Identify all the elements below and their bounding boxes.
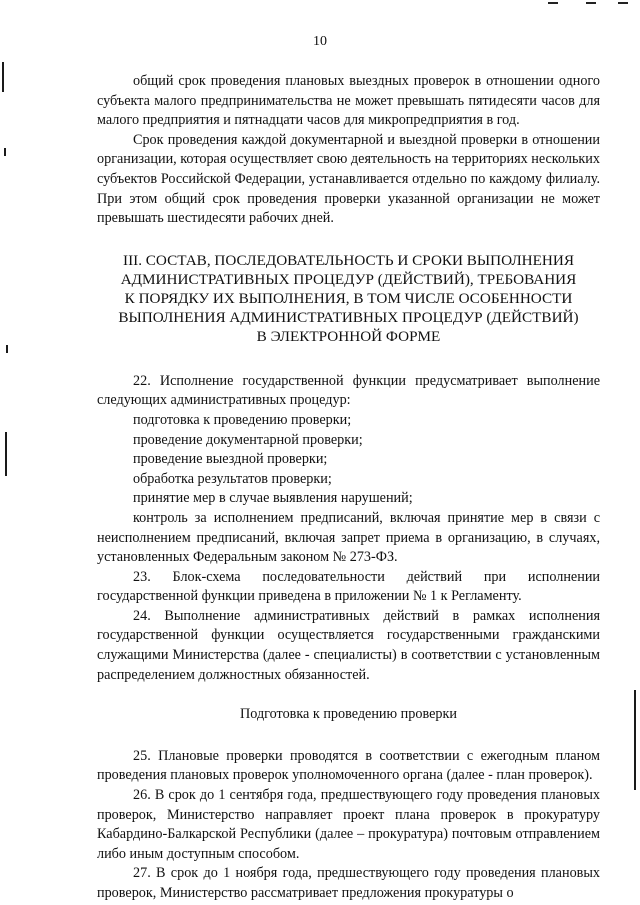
section-title-line: III. СОСТАВ, ПОСЛЕДОВАТЕЛЬНОСТЬ И СРОКИ ВЫПОЛНЕНИЯ [123,251,574,269]
scan-dash-top-3 [618,2,628,4]
section-title-line: ВЫПОЛНЕНИЯ АДМИНИСТРАТИВНЫХ ПРОЦЕДУР (ДЕЙСТВИЙ) [118,308,579,326]
procedure-item: проведение выездной проверки; [133,451,328,468]
scan-dash-top-1 [548,2,558,4]
section-title-line: К ПОРЯДКУ ИХ ВЫПОЛНЕНИЯ, В ТОМ ЧИСЛЕ ОСОБЕННОСТИ [124,289,573,307]
procedure-item: проведение документарной проверки; [133,431,363,448]
paragraph-branch-term: Срок проведения каждой документарной и выездной проверки в отношении организации, которая осуществляет свою деятельность на территориях нескольких субъектов Российской Федерации, устанавливается отдельно по каждому филиалу. При этом общий срок проведения проверки указанной организации не может превышать шестидесяти рабочих дней. [97,131,600,227]
procedure-item: подготовка к проведению проверки; [133,411,352,428]
paragraph-22: 22. Исполнение государственной функции предусматривает выполнение следующих административных процедур: [97,372,600,409]
section-title [97,251,600,346]
scan-mark-left-2 [4,148,6,156]
document-body [97,72,600,904]
scan-mark-left-3 [6,345,8,353]
paragraph-26: 26. В срок до 1 сентября года, предшествующего году проведения плановых проверок, Министерство направляет проект плана проверок в прокуратуру Кабардино-Балкарской Республики (далее – прокуратура) почтовым отправлением либо иным доступным способом. [97,787,600,862]
procedure-item: обработка результатов проверки; [133,470,332,487]
scan-mark-right-1 [634,690,636,790]
page-number: 10 [313,34,327,49]
paragraph-control: контроль за исполнением предписаний, включая принятие мер в связи с неисполнением предписаний, включая запрет приема в организацию, в случаях, установленных Федеральным законом № 273-ФЗ. [97,509,600,566]
section-title-line: АДМИНИСТРАТИВНЫХ ПРОЦЕДУР (ДЕЙСТВИЙ), ТРЕБОВАНИЯ [120,270,577,288]
paragraph-27: 27. В срок до 1 ноября года, предшествующего году проведения плановых проверок, Министерство рассматривает предложения прокуратуры о [97,865,600,901]
subheading-preparation: Подготовка к проведению проверки [240,706,457,723]
scan-mark-left-4 [5,432,7,476]
paragraph-limit-hours: общий срок проведения плановых выездных проверок в отношении одного субъекта малого предпринимательства не может превышать пятидесяти часов для малого предприятия и пятнадцати часов для микропредприятия в год. [97,73,600,129]
paragraph-23: 23. Блок-схема последовательности действий при исполнении государственной функции приведена в приложении № 1 к Регламенту. [97,568,600,605]
paragraph-24: 24. Выполнение административных действий в рамках исполнения государственной функции осуществляется государственными гражданскими служащими Министерства (далее - специалисты) в соответствии с установленным распределением должностных обязанностей. [97,607,600,683]
section-title-line: В ЭЛЕКТРОННОЙ ФОРМЕ [256,327,441,345]
procedure-item: принятие мер в случае выявления нарушений; [133,490,413,507]
scan-dash-top-2 [586,2,596,4]
paragraph-25: 25. Плановые проверки проводятся в соответствии с ежегодным планом проведения плановых проверок уполномоченного органа (далее - план проверок). [97,747,600,784]
scan-mark-left-1 [2,62,4,92]
